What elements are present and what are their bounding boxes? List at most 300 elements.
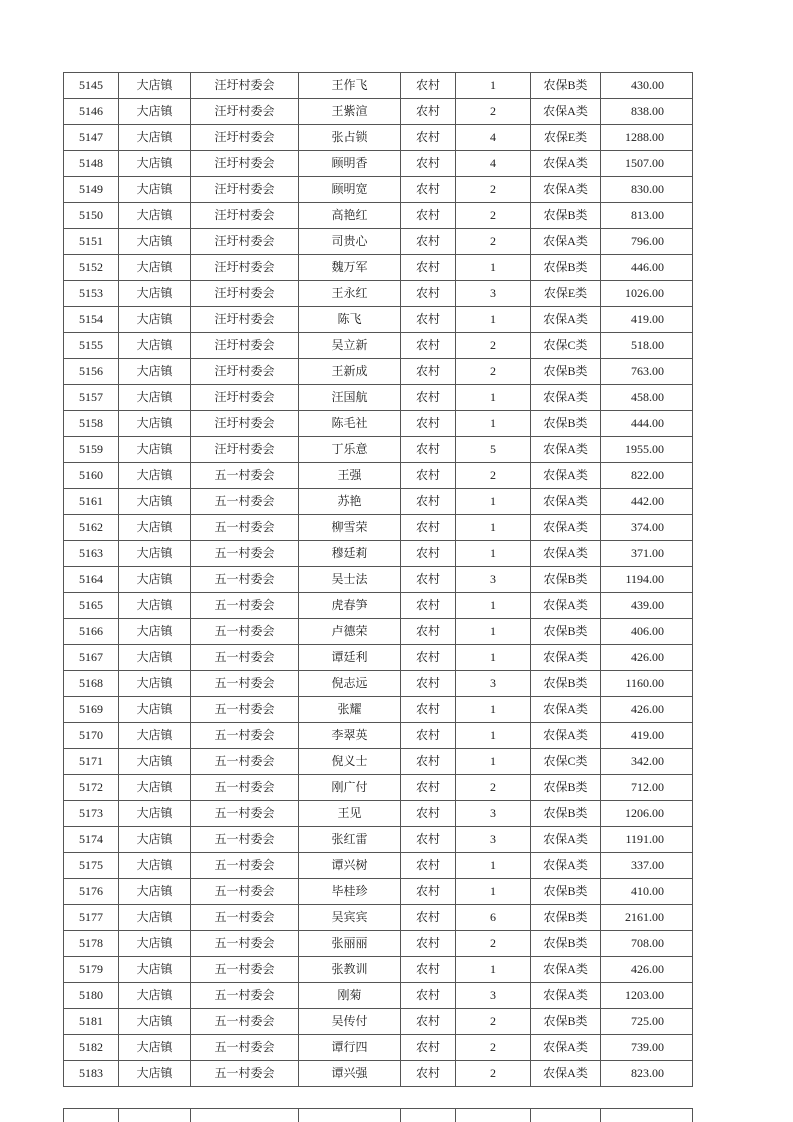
cell-insurance-category: 农保E类 [531,281,601,307]
cell-amount: 796.00 [601,229,693,255]
cell-residence-type: 农村 [401,645,456,671]
cell-village-committee: 五一村委会 [191,671,299,697]
cell-insurance-category: 农保A类 [531,541,601,567]
cell-village-committee: 五一村委会 [191,619,299,645]
cell-village-committee: 五一村委会 [191,853,299,879]
cell-person-name: 吴立新 [299,333,401,359]
cell-person-count: 3 [456,671,531,697]
cell-insurance-category: 农保A类 [531,645,601,671]
cell-id: 5155 [64,333,119,359]
cell-residence-type: 农村 [401,385,456,411]
cell-insurance-category: 农保A类 [531,1061,601,1087]
cell-id: 5146 [64,99,119,125]
cell-person-count: 2 [456,99,531,125]
cell-village-committee: 五一村委会 [191,541,299,567]
table-row [64,333,693,359]
cell-id: 5168 [64,671,119,697]
cell-person-count: 2 [456,931,531,957]
cell-town: 大店镇 [119,593,191,619]
table-row [64,723,693,749]
cell-amount [601,1109,693,1122]
cell-insurance-category: 农保A类 [531,957,601,983]
cell-town: 大店镇 [119,827,191,853]
table-row [64,385,693,411]
table-row [64,879,693,905]
cell-town: 大店镇 [119,801,191,827]
cell-amount: 1191.00 [601,827,693,853]
cell-town: 大店镇 [119,749,191,775]
cell-person-name: 陈毛社 [299,411,401,437]
cell-person-name: 倪志远 [299,671,401,697]
cell-amount: 712.00 [601,775,693,801]
cell-person-name [299,1109,401,1122]
cell-id: 5169 [64,697,119,723]
cell-town: 大店镇 [119,645,191,671]
cell-amount: 830.00 [601,177,693,203]
cell-amount: 823.00 [601,1061,693,1087]
table-row [64,515,693,541]
cell-person-count: 2 [456,203,531,229]
cell-person-count: 1 [456,593,531,619]
cell-amount: 1288.00 [601,125,693,151]
cell-residence-type: 农村 [401,749,456,775]
cell-id: 5181 [64,1009,119,1035]
cell-insurance-category: 农保A类 [531,827,601,853]
cell-person-count: 2 [456,333,531,359]
cell-id: 5166 [64,619,119,645]
cell-person-count: 4 [456,151,531,177]
table-row [64,567,693,593]
cell-person-count: 1 [456,73,531,99]
cell-id: 5162 [64,515,119,541]
cell-person-count: 1 [456,385,531,411]
cell-id: 5153 [64,281,119,307]
table-row [64,437,693,463]
cell-residence-type: 农村 [401,359,456,385]
cell-amount: 337.00 [601,853,693,879]
cell-person-count: 3 [456,567,531,593]
cell-village-committee: 汪圩村委会 [191,73,299,99]
cell-person-count: 5 [456,437,531,463]
cell-person-count: 1 [456,853,531,879]
cell-person-count: 1 [456,749,531,775]
cell-residence-type: 农村 [401,1061,456,1087]
cell-insurance-category: 农保B类 [531,73,601,99]
cell-person-name: 王作飞 [299,73,401,99]
cell-person-count [456,1109,531,1122]
cell-insurance-category: 农保A类 [531,697,601,723]
cell-insurance-category: 农保C类 [531,749,601,775]
table-row [64,905,693,931]
cell-person-count: 2 [456,1009,531,1035]
cell-amount: 374.00 [601,515,693,541]
table-row [64,229,693,255]
cell-town: 大店镇 [119,905,191,931]
cell-amount: 426.00 [601,697,693,723]
cell-amount: 426.00 [601,645,693,671]
cell-residence-type: 农村 [401,593,456,619]
cell-town: 大店镇 [119,463,191,489]
cell-insurance-category: 农保A类 [531,437,601,463]
cell-insurance-category: 农保B类 [531,411,601,437]
cell-amount: 725.00 [601,1009,693,1035]
cell-town: 大店镇 [119,1009,191,1035]
cell-village-committee: 五一村委会 [191,1009,299,1035]
cell-insurance-category: 农保A类 [531,229,601,255]
cell-residence-type: 农村 [401,255,456,281]
cell-town: 大店镇 [119,99,191,125]
cell-residence-type: 农村 [401,957,456,983]
table-row [64,99,693,125]
cell-town: 大店镇 [119,775,191,801]
cell-insurance-category: 农保A类 [531,983,601,1009]
cell-town: 大店镇 [119,879,191,905]
cell-insurance-category: 农保E类 [531,125,601,151]
cell-person-name: 卢德荣 [299,619,401,645]
table-row [64,619,693,645]
cell-amount: 838.00 [601,99,693,125]
cell-amount: 813.00 [601,203,693,229]
cell-person-name: 吴传付 [299,1009,401,1035]
cell-town: 大店镇 [119,125,191,151]
cell-id: 5161 [64,489,119,515]
cell-person-count: 2 [456,775,531,801]
cell-town: 大店镇 [119,385,191,411]
cell-id: 5182 [64,1035,119,1061]
cell-residence-type: 农村 [401,827,456,853]
table-row [64,177,693,203]
cell-town: 大店镇 [119,1061,191,1087]
cell-town: 大店镇 [119,203,191,229]
cell-id: 5173 [64,801,119,827]
cell-town: 大店镇 [119,411,191,437]
cell-village-committee: 五一村委会 [191,489,299,515]
cell-village-committee: 汪圩村委会 [191,125,299,151]
cell-insurance-category: 农保B类 [531,931,601,957]
cell-insurance-category: 农保A类 [531,177,601,203]
table-row [64,281,693,307]
cell-insurance-category: 农保B类 [531,567,601,593]
table-row [64,463,693,489]
cell-amount: 419.00 [601,723,693,749]
cell-village-committee: 五一村委会 [191,593,299,619]
cell-town: 大店镇 [119,671,191,697]
table-row [64,359,693,385]
cell-residence-type: 农村 [401,983,456,1009]
cell-person-count: 1 [456,697,531,723]
cell-town: 大店镇 [119,333,191,359]
cell-village-committee: 汪圩村委会 [191,203,299,229]
cell-id: 5163 [64,541,119,567]
cell-amount: 1507.00 [601,151,693,177]
cell-person-name: 柳雪荣 [299,515,401,541]
cell-residence-type: 农村 [401,619,456,645]
cell-id: 5154 [64,307,119,333]
cell-residence-type: 农村 [401,723,456,749]
cell-person-name: 谭行四 [299,1035,401,1061]
cell-village-committee: 五一村委会 [191,775,299,801]
cell-person-count: 3 [456,801,531,827]
cell-id: 5156 [64,359,119,385]
cell-town: 大店镇 [119,619,191,645]
cell-residence-type: 农村 [401,879,456,905]
cell-id: 5152 [64,255,119,281]
table-row [64,749,693,775]
cell-village-committee: 汪圩村委会 [191,281,299,307]
cell-amount: 458.00 [601,385,693,411]
cell-amount: 446.00 [601,255,693,281]
cell-village-committee: 汪圩村委会 [191,307,299,333]
cell-insurance-category: 农保A类 [531,593,601,619]
cell-residence-type: 农村 [401,203,456,229]
cell-amount: 1026.00 [601,281,693,307]
table-row [64,1009,693,1035]
cell-residence-type: 农村 [401,151,456,177]
cell-village-committee: 五一村委会 [191,697,299,723]
cell-person-name: 张红雷 [299,827,401,853]
cell-town: 大店镇 [119,229,191,255]
cell-insurance-category: 农保A类 [531,1035,601,1061]
cell-amount: 406.00 [601,619,693,645]
cell-person-name: 张耀 [299,697,401,723]
cell-insurance-category: 农保B类 [531,619,601,645]
cell-amount: 371.00 [601,541,693,567]
table-row [64,645,693,671]
cell-person-count: 1 [456,879,531,905]
cell-person-count: 2 [456,1035,531,1061]
cell-person-count: 1 [456,489,531,515]
cell-village-committee: 汪圩村委会 [191,255,299,281]
cell-person-name: 穆廷莉 [299,541,401,567]
table-row [64,775,693,801]
cell-residence-type: 农村 [401,697,456,723]
cell-person-count: 1 [456,723,531,749]
cell-person-name: 张教训 [299,957,401,983]
cell-person-name: 王紫渲 [299,99,401,125]
cell-id: 5174 [64,827,119,853]
cell-village-committee: 五一村委会 [191,879,299,905]
table-row [64,593,693,619]
cell-id: 5180 [64,983,119,1009]
cell-residence-type: 农村 [401,515,456,541]
next-page-partial-row [63,1108,693,1122]
cell-person-name: 吴宾宾 [299,905,401,931]
cell-person-count: 3 [456,281,531,307]
cell-person-count: 6 [456,905,531,931]
cell-town: 大店镇 [119,541,191,567]
cell-id: 5176 [64,879,119,905]
cell-amount: 1206.00 [601,801,693,827]
cell-residence-type: 农村 [401,333,456,359]
cell-town: 大店镇 [119,697,191,723]
cell-village-committee: 五一村委会 [191,749,299,775]
cell-town: 大店镇 [119,853,191,879]
cell-town: 大店镇 [119,1035,191,1061]
cell-person-count: 2 [456,1061,531,1087]
table-row [64,541,693,567]
cell-id: 5157 [64,385,119,411]
cell-id: 5170 [64,723,119,749]
cell-amount: 430.00 [601,73,693,99]
cell-person-name: 刚菊 [299,983,401,1009]
cell-id: 5150 [64,203,119,229]
cell-person-count: 4 [456,125,531,151]
cell-village-committee: 五一村委会 [191,801,299,827]
cell-id: 5179 [64,957,119,983]
cell-residence-type: 农村 [401,125,456,151]
cell-amount: 426.00 [601,957,693,983]
cell-village-committee [191,1109,299,1122]
cell-residence-type: 农村 [401,905,456,931]
cell-person-name: 王强 [299,463,401,489]
cell-id: 5159 [64,437,119,463]
table-row [64,1035,693,1061]
cell-town: 大店镇 [119,931,191,957]
cell-village-committee: 汪圩村委会 [191,359,299,385]
cell-town: 大店镇 [119,983,191,1009]
cell-town: 大店镇 [119,723,191,749]
table-row [64,827,693,853]
cell-id: 5172 [64,775,119,801]
cell-insurance-category: 农保A类 [531,489,601,515]
cell-village-committee: 汪圩村委会 [191,333,299,359]
cell-person-name: 王永红 [299,281,401,307]
cell-residence-type: 农村 [401,411,456,437]
cell-id: 5177 [64,905,119,931]
cell-village-committee: 五一村委会 [191,463,299,489]
cell-person-name: 苏艳 [299,489,401,515]
cell-insurance-category: 农保B类 [531,255,601,281]
records-table [63,72,693,1087]
cell-residence-type: 农村 [401,463,456,489]
cell-amount: 518.00 [601,333,693,359]
table-row [64,307,693,333]
cell-residence-type: 农村 [401,567,456,593]
cell-id: 5175 [64,853,119,879]
table-row [64,931,693,957]
cell-village-committee: 五一村委会 [191,645,299,671]
cell-insurance-category: 农保B类 [531,775,601,801]
cell-amount: 822.00 [601,463,693,489]
cell-person-count: 2 [456,229,531,255]
cell-person-name: 李翠英 [299,723,401,749]
cell-insurance-category: 农保A类 [531,385,601,411]
cell-insurance-category [531,1109,601,1122]
cell-person-count: 2 [456,359,531,385]
cell-id: 5171 [64,749,119,775]
cell-person-count: 3 [456,983,531,1009]
cell-id: 5148 [64,151,119,177]
table-row [64,411,693,437]
table-row [64,671,693,697]
cell-amount: 708.00 [601,931,693,957]
cell-amount: 1160.00 [601,671,693,697]
cell-amount: 444.00 [601,411,693,437]
cell-residence-type: 农村 [401,1035,456,1061]
cell-person-name: 魏万军 [299,255,401,281]
cell-amount: 442.00 [601,489,693,515]
cell-person-count: 1 [456,515,531,541]
cell-insurance-category: 农保A类 [531,151,601,177]
cell-insurance-category: 农保B类 [531,359,601,385]
cell-id: 5158 [64,411,119,437]
cell-person-name: 顾明宽 [299,177,401,203]
cell-town: 大店镇 [119,957,191,983]
cell-insurance-category: 农保A类 [531,853,601,879]
cell-residence-type: 农村 [401,99,456,125]
cell-insurance-category: 农保A类 [531,515,601,541]
cell-insurance-category: 农保B类 [531,905,601,931]
cell-person-name: 谭兴强 [299,1061,401,1087]
cell-village-committee: 汪圩村委会 [191,437,299,463]
cell-id: 5164 [64,567,119,593]
cell-person-name: 高艳红 [299,203,401,229]
cell-village-committee: 五一村委会 [191,957,299,983]
cell-person-count: 2 [456,463,531,489]
cell-town: 大店镇 [119,567,191,593]
cell-village-committee: 五一村委会 [191,931,299,957]
cell-person-name: 张丽丽 [299,931,401,957]
cell-id: 5183 [64,1061,119,1087]
cell-amount: 410.00 [601,879,693,905]
cell-residence-type: 农村 [401,73,456,99]
cell-village-committee: 五一村委会 [191,983,299,1009]
cell-amount: 1203.00 [601,983,693,1009]
cell-village-committee: 五一村委会 [191,723,299,749]
cell-village-committee: 五一村委会 [191,1061,299,1087]
table-row [64,697,693,723]
cell-town [119,1109,191,1122]
table-row [64,1109,693,1122]
cell-person-name: 王见 [299,801,401,827]
cell-residence-type: 农村 [401,775,456,801]
cell-town: 大店镇 [119,489,191,515]
cell-person-name: 张占锁 [299,125,401,151]
cell-person-name: 汪国航 [299,385,401,411]
table-row [64,801,693,827]
cell-person-name: 毕桂珍 [299,879,401,905]
cell-insurance-category: 农保B类 [531,801,601,827]
cell-residence-type: 农村 [401,229,456,255]
cell-village-committee: 五一村委会 [191,567,299,593]
cell-person-count: 1 [456,957,531,983]
cell-town: 大店镇 [119,73,191,99]
cell-amount: 2161.00 [601,905,693,931]
table-row [64,853,693,879]
cell-insurance-category: 农保B类 [531,203,601,229]
cell-person-name: 刚广付 [299,775,401,801]
cell-residence-type: 农村 [401,541,456,567]
cell-town: 大店镇 [119,281,191,307]
cell-town: 大店镇 [119,307,191,333]
cell-insurance-category: 农保A类 [531,307,601,333]
cell-id: 5151 [64,229,119,255]
cell-amount: 1955.00 [601,437,693,463]
table-row [64,489,693,515]
cell-person-name: 丁乐意 [299,437,401,463]
cell-village-committee: 五一村委会 [191,905,299,931]
cell-person-name: 谭廷利 [299,645,401,671]
cell-insurance-category: 农保B类 [531,1009,601,1035]
cell-village-committee: 汪圩村委会 [191,385,299,411]
cell-person-count: 2 [456,177,531,203]
cell-town: 大店镇 [119,255,191,281]
cell-id: 5149 [64,177,119,203]
table-row [64,203,693,229]
cell-person-count: 1 [456,645,531,671]
cell-person-count: 1 [456,411,531,437]
cell-person-count: 3 [456,827,531,853]
